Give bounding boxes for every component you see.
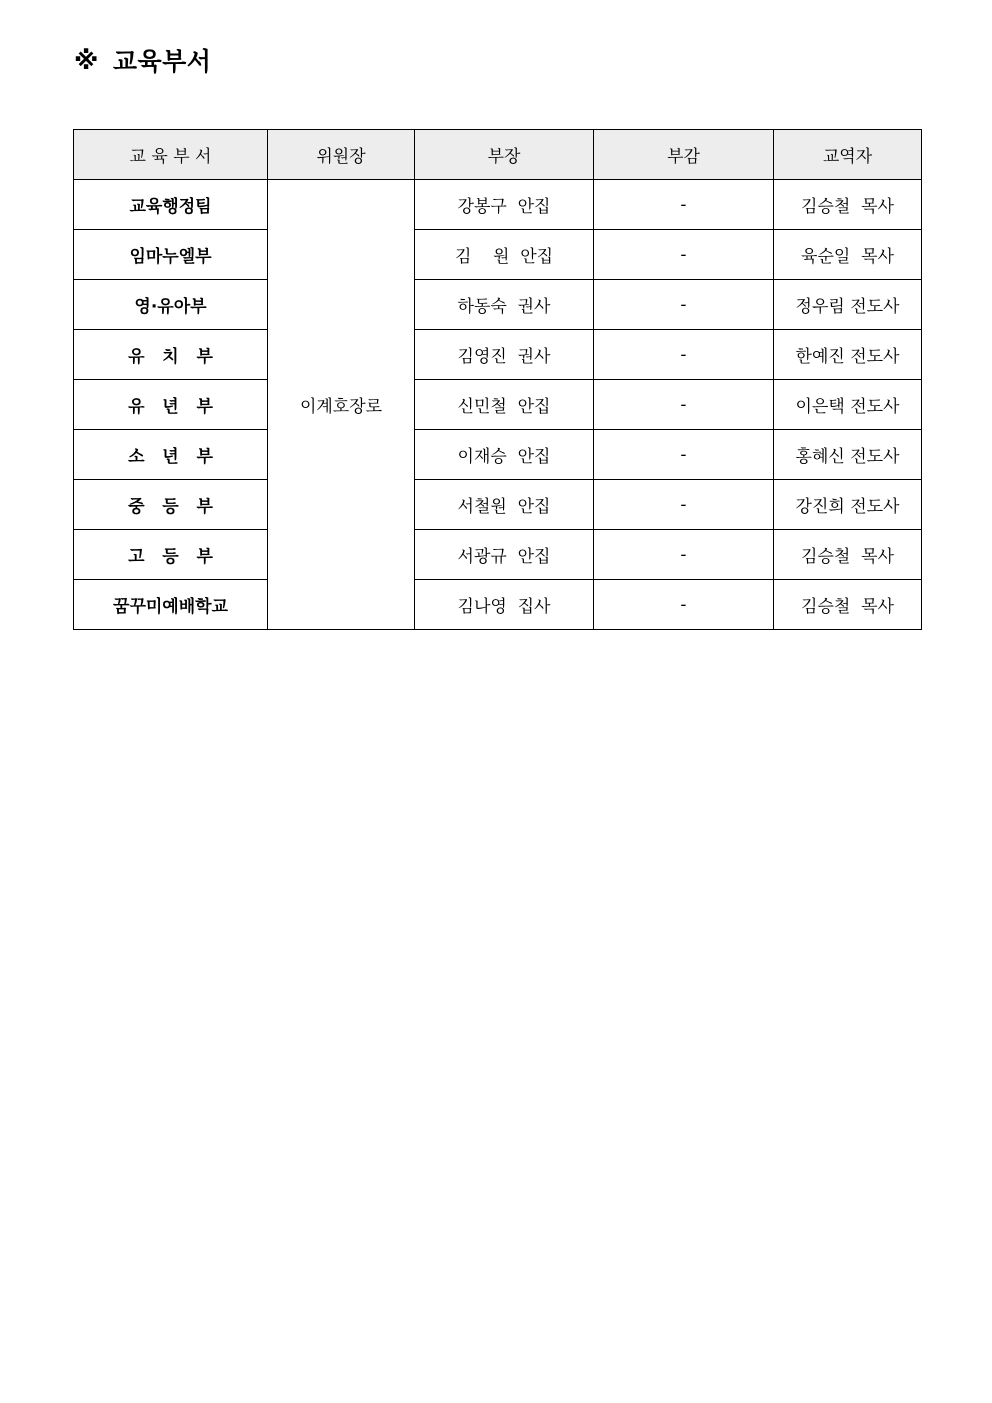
department-head: 신민철 안집 xyxy=(415,380,594,430)
header-head: 부장 xyxy=(415,130,594,180)
department-head: 서광규 안집 xyxy=(415,530,594,580)
department-head: 서철원 안집 xyxy=(415,480,594,530)
table-header-row xyxy=(74,130,922,180)
table-row xyxy=(74,180,922,230)
department-minister: 육순일 목사 xyxy=(774,230,922,280)
department-name: 영·유아부 xyxy=(74,280,268,330)
department-minister: 김승철 목사 xyxy=(774,180,922,230)
header-deputy: 부감 xyxy=(594,130,774,180)
department-name: 유 년 부 xyxy=(74,380,268,430)
table-row xyxy=(74,480,922,530)
header-chair: 위원장 xyxy=(268,130,415,180)
department-minister: 이은택 전도사 xyxy=(774,380,922,430)
table-row xyxy=(74,580,922,630)
header-department: 교 육 부 서 xyxy=(74,130,268,180)
department-head: 김영진 권사 xyxy=(415,330,594,380)
department-minister: 정우림 전도사 xyxy=(774,280,922,330)
department-deputy: - xyxy=(594,430,774,480)
department-name: 꿈꾸미예배학교 xyxy=(74,580,268,630)
page-title-text: 교육부서 xyxy=(112,47,212,76)
department-deputy: - xyxy=(594,280,774,330)
department-head: 김 원 안집 xyxy=(415,230,594,280)
department-table xyxy=(73,129,922,630)
reference-mark-icon: ※ xyxy=(74,45,99,75)
department-minister: 김승철 목사 xyxy=(774,530,922,580)
department-head: 김나영 집사 xyxy=(415,580,594,630)
department-head: 하동숙 권사 xyxy=(415,280,594,330)
table-row xyxy=(74,430,922,480)
header-minister: 교역자 xyxy=(774,130,922,180)
department-deputy: - xyxy=(594,480,774,530)
table-row xyxy=(74,330,922,380)
department-deputy: - xyxy=(594,580,774,630)
page-title xyxy=(74,40,211,80)
table-row xyxy=(74,530,922,580)
department-deputy: - xyxy=(594,230,774,280)
department-minister: 한예진 전도사 xyxy=(774,330,922,380)
department-minister: 홍혜신 전도사 xyxy=(774,430,922,480)
department-name: 교육행정팀 xyxy=(74,180,268,230)
department-head: 강봉구 안집 xyxy=(415,180,594,230)
department-name: 유 치 부 xyxy=(74,330,268,380)
table-row xyxy=(74,380,922,430)
table-row xyxy=(74,280,922,330)
table-row xyxy=(74,230,922,280)
committee-chair: 이계호장로 xyxy=(268,180,415,630)
department-name: 임마누엘부 xyxy=(74,230,268,280)
department-deputy: - xyxy=(594,380,774,430)
department-head: 이재승 안집 xyxy=(415,430,594,480)
department-name: 고 등 부 xyxy=(74,530,268,580)
department-deputy: - xyxy=(594,530,774,580)
department-deputy: - xyxy=(594,330,774,380)
department-name: 중 등 부 xyxy=(74,480,268,530)
department-minister: 강진희 전도사 xyxy=(774,480,922,530)
department-deputy: - xyxy=(594,180,774,230)
department-minister: 김승철 목사 xyxy=(774,580,922,630)
department-name: 소 년 부 xyxy=(74,430,268,480)
